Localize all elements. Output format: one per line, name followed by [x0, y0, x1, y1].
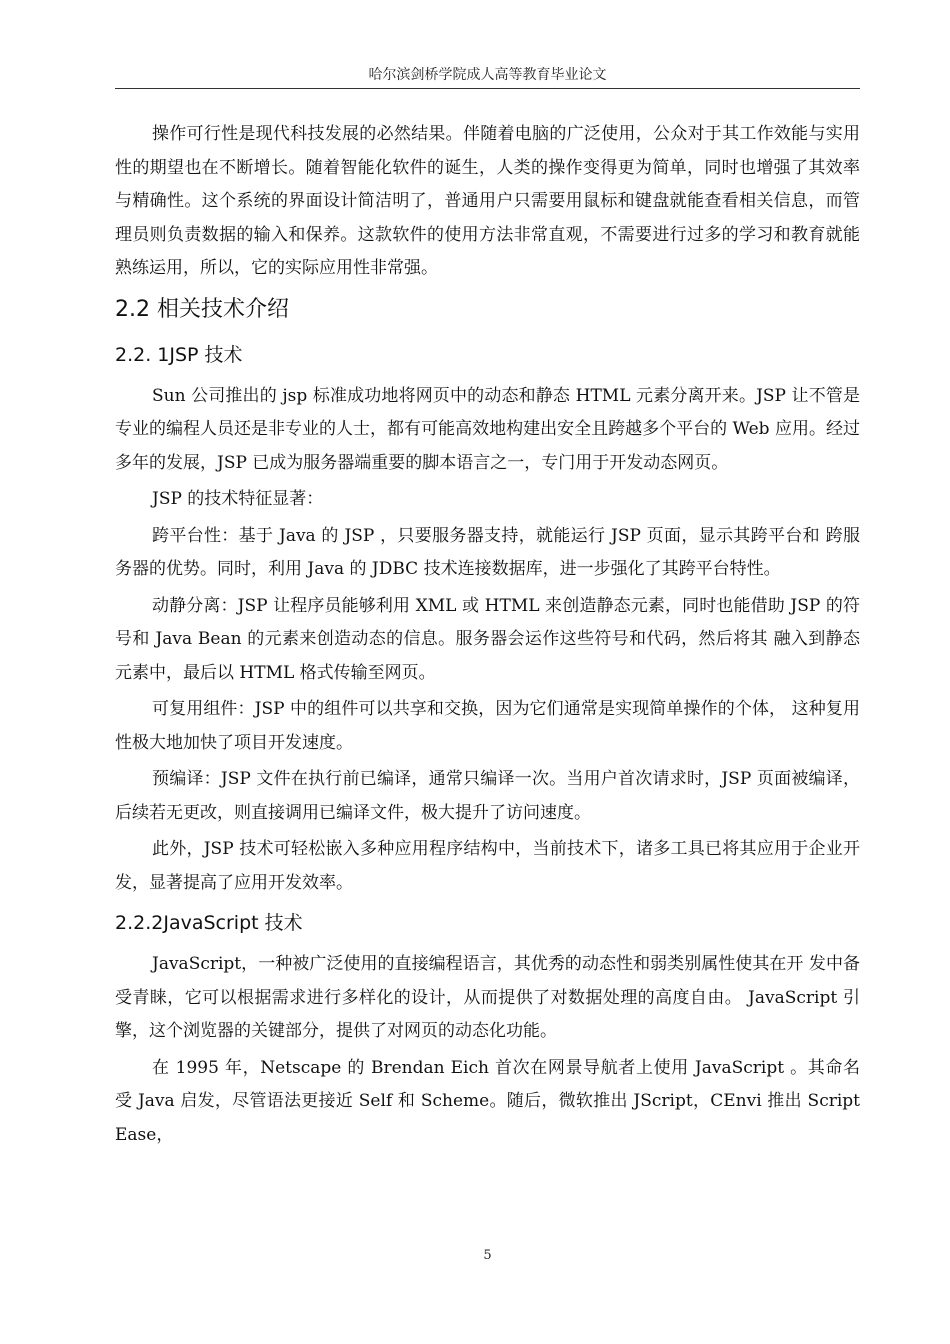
subsection-heading-2-2-2: 2.2.2JavaScript 技术	[115, 912, 303, 934]
page-header-title: 哈尔滨剑桥学院成人高等教育毕业论文	[368, 67, 607, 83]
section-heading-2-2: 2.2 相关技术介绍	[115, 296, 289, 322]
paragraph-javascript-intro: JavaScript，一种被广泛使用的直接编程语言，其优秀的动态性和弱类别属性使其在开 发中备受青睐，它可以根据需求进行多样化的设计，从而提供了对数据处理的高度自由。 JavaScript 引擎，这个浏览器的关键部分，提供了对网页的动态化功能。	[115, 954, 860, 1041]
paragraph-jsp-cross-platform: 跨平台性：基于 Java 的 JSP ，只要服务器支持，就能运行 JSP 页面，显示其跨平台和 跨服务器的优势。同时，利用 Java 的 JDBC 技术连接数据库，进一步强化了其跨平台特性。	[115, 525, 860, 579]
page-body	[115, 118, 860, 1155]
paragraph-jsp-enterprise: 此外，JSP 技术可轻松嵌入多种应用程序结构中，当前技术下，诸多工具已将其应用于企业开发，显著提高了应用开发效率。	[115, 839, 860, 893]
header-rule	[115, 88, 860, 89]
paragraph-operational-feasibility: 操作可行性是现代科技发展的必然结果。伴随着电脑的广泛使用，公众对于其工作效能与实用性的期望也在不断增长。随着智能化软件的诞生，人类的操作变得更为简单，同时也增强了其效率与精确性。这个系统的界面设计简洁明了，普通用户只需要用鼠标和键盘就能查看相关信息，而管理员则负责数据的输入和保养。这款软件的使用方法非常直观，不需要进行过多的学习和教育就能熟练运用，所以，它的实际应用性非常强。	[115, 124, 860, 278]
page-number: 5	[483, 1248, 492, 1263]
paragraph-jsp-features-lead: JSP 的技术特征显著：	[152, 489, 324, 509]
paragraph-javascript-history: 在 1995 年，Netscape 的 Brendan Eich 首次在网景导航者上使用 JavaScript 。其命名受 Java 启发，尽管语法更接近 Self 和 Scheme。随后，微软推出 JScript，CEnvi 推出 Script Ease，	[115, 1057, 860, 1145]
paragraph-jsp-separation: 动静分离：JSP 让程序员能够利用 XML 或 HTML 来创造静态元素，同时也能借助 JSP 的符号和 Java Bean 的元素来创造动态的信息。服务器会运作这些符号和代码，然后将其 融入到静态元素中，最后以 HTML 格式传输至网页。	[115, 595, 860, 683]
paragraph-jsp-reusable: 可复用组件：JSP 中的组件可以共享和交换，因为它们通常是实现简单操作的个体， 这种复用性极大地加快了项目开发速度。	[115, 699, 860, 753]
paragraph-jsp-precompile: 预编译：JSP 文件在执行前已编译，通常只编译一次。当用户首次请求时，JSP 页面被编译，后续若无更改，则直接调用已编译文件，极大提升了访问速度。	[115, 769, 860, 823]
paragraph-jsp-intro: Sun 公司推出的 jsp 标准成功地将网页中的动态和静态 HTML 元素分离开来。JSP 让不管是专业的编程人员还是非专业的人士，都有可能高效地构建出安全且跨越多个平台的 Web 应用。经过多年的发展，JSP 已成为服务器端重要的脚本语言之一，专门用于开发动态网页。	[115, 385, 860, 473]
subsection-heading-2-2-1: 2.2. 1JSP 技术	[115, 343, 243, 366]
